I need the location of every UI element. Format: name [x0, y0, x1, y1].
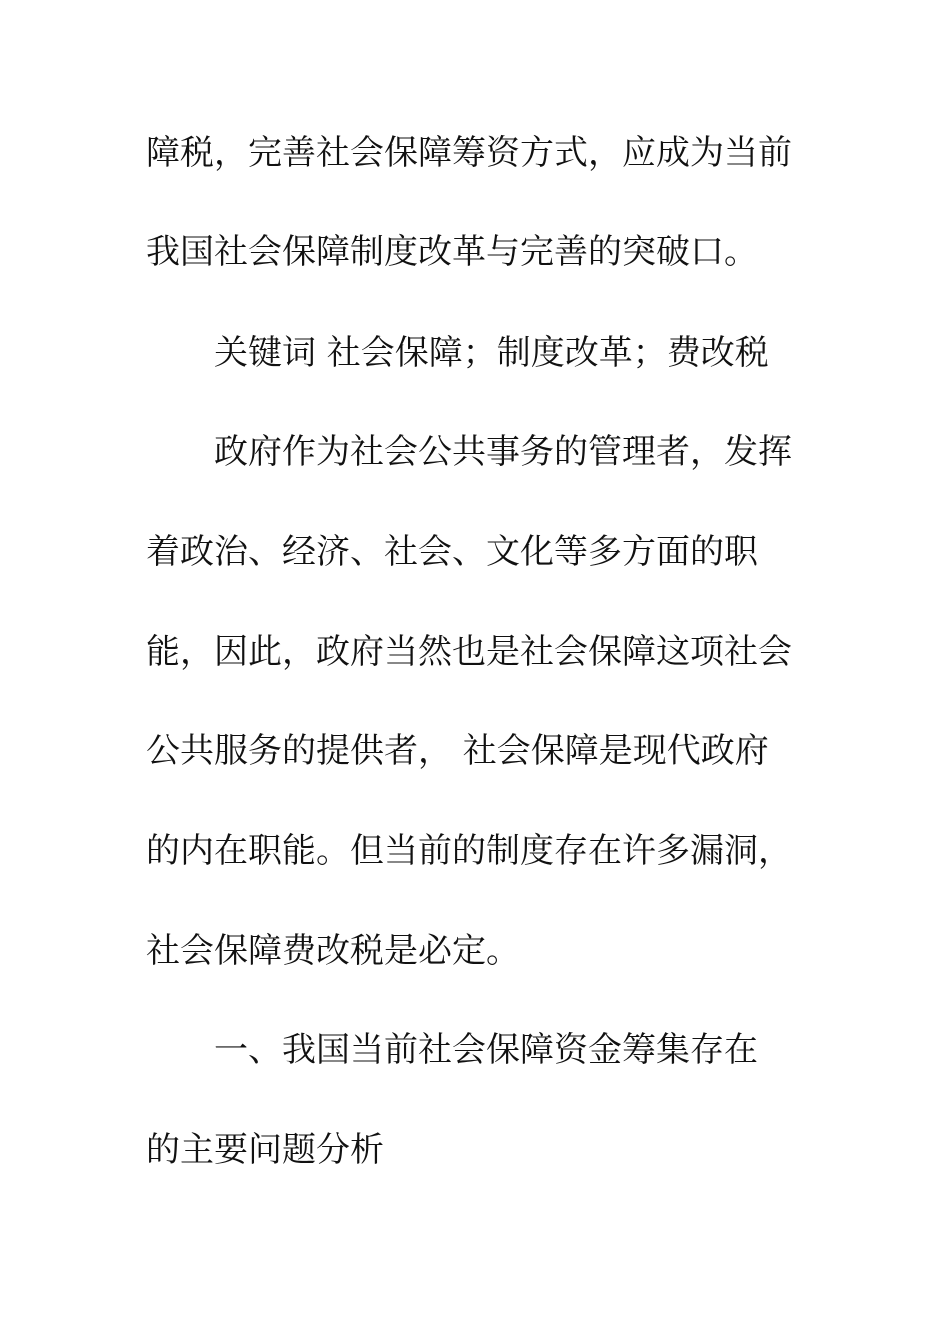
- section-heading-line-1: 一、我国当前社会保障资金筹集存在: [214, 1030, 758, 1070]
- keywords-line: 关键词 社会保障；制度改革；费改税: [214, 333, 769, 373]
- paragraph-line-4: 公共服务的提供者， 社会保障是现代政府: [146, 731, 769, 771]
- paragraph-line-5: 的内在职能。但当前的制度存在许多漏洞，: [146, 831, 792, 871]
- paragraph-line-6: 社会保障费改税是必定。: [146, 931, 520, 971]
- paragraph-line-2: 着政治、经济、社会、文化等多方面的职: [146, 532, 758, 572]
- section-heading-line-2: 的主要问题分析: [146, 1130, 384, 1170]
- paragraph-line-3: 能，因此，政府当然也是社会保障这项社会: [146, 632, 792, 672]
- text-line-1: 障税，完善社会保障筹资方式，应成为当前: [146, 133, 792, 173]
- paragraph-line-1: 政府作为社会公共事务的管理者，发挥: [214, 432, 792, 472]
- text-line-2: 我国社会保障制度改革与完善的突破口。: [146, 232, 758, 272]
